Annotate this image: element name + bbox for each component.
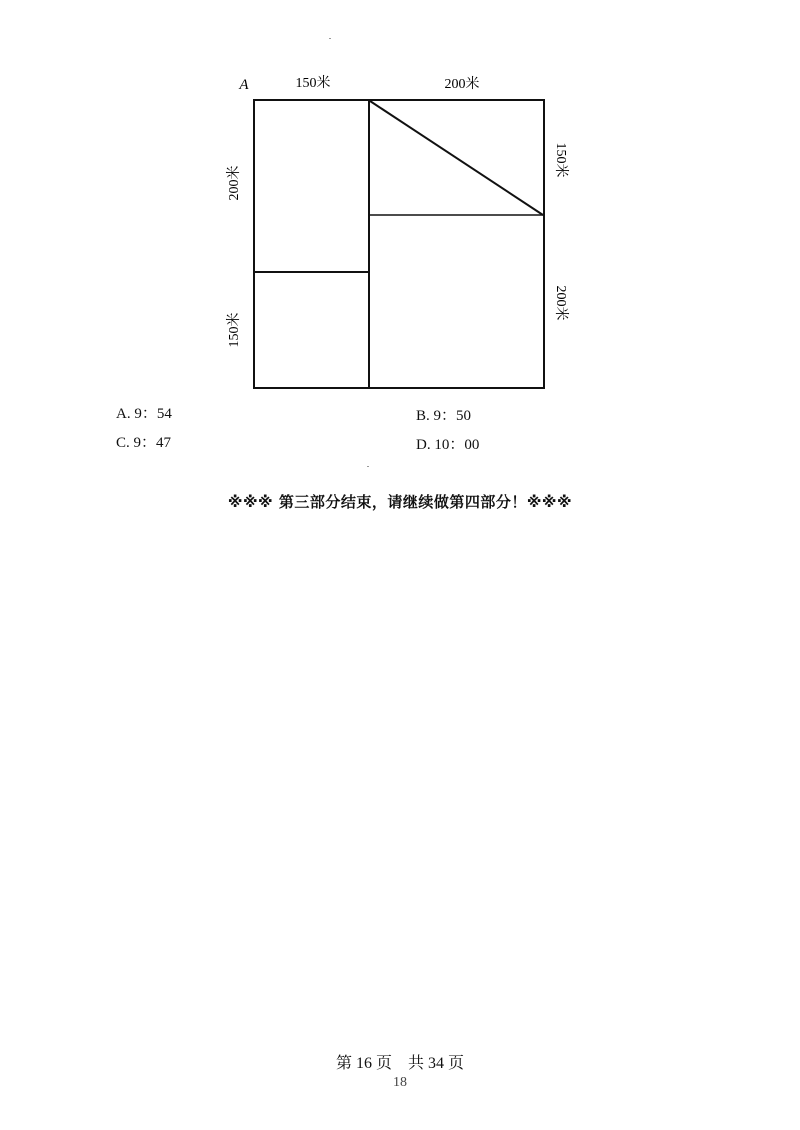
left-upper-distance-label: 200米 — [227, 165, 242, 201]
outer-boundary — [254, 100, 544, 388]
top-right-distance-label: 200米 — [444, 77, 480, 92]
diagonal-path — [370, 101, 543, 215]
option-d: D. 10：00 — [416, 437, 480, 453]
option-c: C. 9：47 — [116, 435, 172, 451]
route-diagram — [0, 0, 800, 400]
right-lower-distance-label: 200米 — [553, 285, 568, 321]
right-upper-distance-label: 150米 — [553, 142, 568, 178]
scan-dot — [367, 466, 369, 467]
section-end-note: ※※※ 第三部分结束，请继续做第四部分！※※※ — [227, 493, 573, 511]
page-footer: 第 16 页 共 34 页 — [335, 1055, 464, 1072]
left-lower-distance-label: 150米 — [227, 312, 242, 348]
option-a: A. 9：54 — [116, 406, 172, 422]
page-number: 18 — [393, 1075, 407, 1090]
top-left-distance-label: 150米 — [295, 76, 331, 91]
corner-label-a: A — [239, 77, 249, 93]
option-b: B. 9：50 — [416, 408, 472, 424]
